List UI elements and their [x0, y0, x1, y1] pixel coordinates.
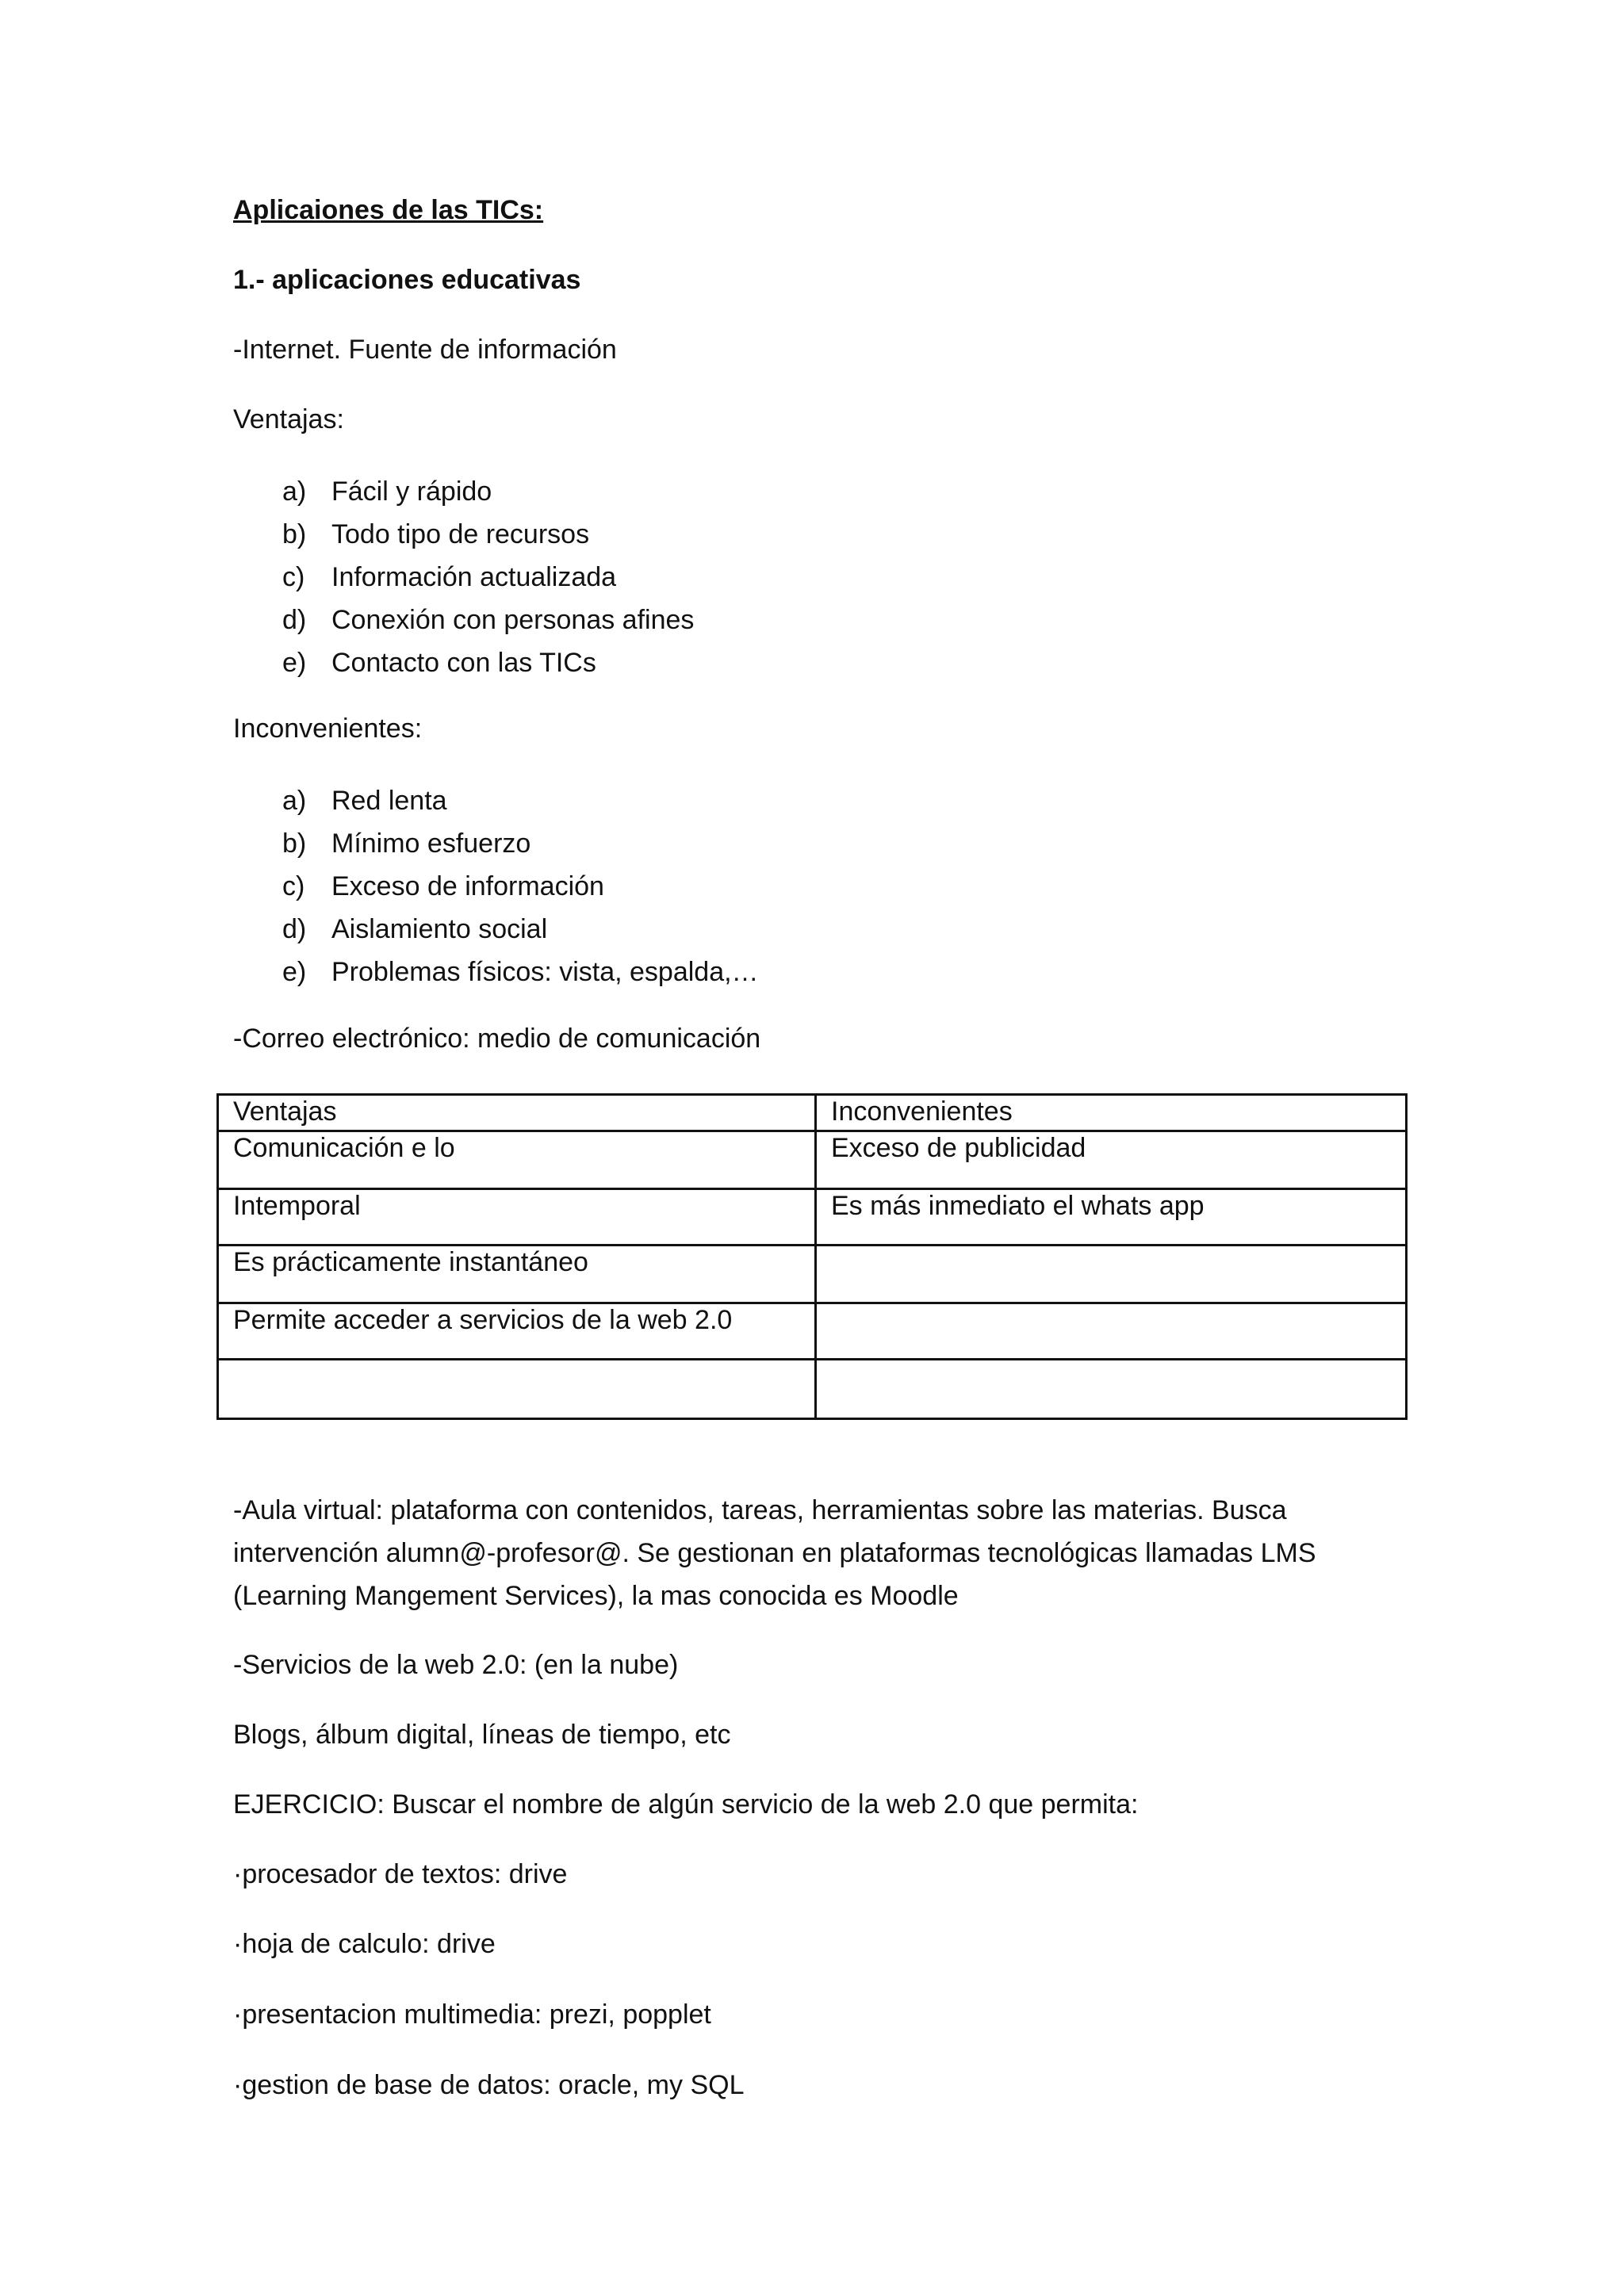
list-item [282, 951, 759, 993]
list-item-text: Fácil y rápido [331, 476, 492, 507]
table-cell: Comunicación e lo [218, 1131, 816, 1189]
inconvenientes-label: Inconvenientes: [233, 714, 423, 744]
list-item [282, 556, 694, 599]
table-cell: Permite acceder a servicios de la web 2.0 [218, 1303, 816, 1360]
document-title: Aplicaiones de las TICs: [233, 195, 544, 225]
list-item-text: Todo tipo de recursos [331, 519, 590, 549]
servicios-examples: Blogs, álbum digital, líneas de tiempo, etc [233, 1720, 731, 1750]
table-row [218, 1360, 1407, 1419]
list-item [282, 779, 759, 822]
table-cell [816, 1360, 1407, 1419]
list-item-text: Red lenta [331, 785, 447, 816]
correo-comparison-table [216, 1093, 1408, 1420]
list-item-text: Información actualizada [331, 561, 617, 592]
table-cell [816, 1246, 1407, 1303]
table-header-row [218, 1095, 1407, 1131]
list-item [282, 865, 759, 908]
list-marker: d) [282, 913, 307, 944]
list-item [282, 513, 694, 556]
table-cell: Exceso de publicidad [816, 1131, 1407, 1189]
table-row [218, 1131, 1407, 1189]
list-item-text: Conexión con personas afines [331, 604, 695, 635]
list-item [282, 470, 694, 513]
list-item-text: Exceso de información [331, 871, 604, 901]
table-row [218, 1303, 1407, 1360]
list-item [282, 641, 694, 684]
inconvenientes-list [282, 779, 759, 993]
servicios-heading: -Servicios de la web 2.0: (en la nube) [233, 1650, 679, 1680]
list-item [282, 908, 759, 951]
correo-heading: -Correo electrónico: medio de comunicación [233, 1024, 761, 1054]
list-marker: e) [282, 647, 307, 678]
table-cell: Es prácticamente instantáneo [218, 1246, 816, 1303]
table-cell: Intemporal [218, 1189, 816, 1246]
list-marker: b) [282, 828, 307, 859]
table-row [218, 1189, 1407, 1246]
list-item-text: Mínimo esfuerzo [331, 828, 531, 859]
ejercicio-prompt: EJERCICIO: Buscar el nombre de algún servicio de la web 2.0 que permita: [233, 1789, 1139, 1820]
list-marker: d) [282, 604, 307, 635]
ventajas-label: Ventajas: [233, 404, 344, 434]
ejercicio-item: ·hoja de calculo: drive [233, 1929, 496, 1959]
list-item-text: Contacto con las TICs [331, 647, 596, 678]
ejercicio-item: ·presentacion multimedia: prezi, popplet [233, 1999, 711, 2030]
list-marker: c) [282, 871, 305, 901]
list-item-text: Aislamiento social [331, 913, 548, 944]
table-header-cell: Ventajas [218, 1095, 816, 1131]
paragraph-line: intervención alumn@-profesor@. Se gestionan en plataformas tecnológicas llamadas LMS [233, 1538, 1316, 1568]
paragraph-line: (Learning Mangement Services), la mas conocida es Moodle [233, 1581, 959, 1611]
paragraph-line: -Aula virtual: plataforma con contenidos, tareas, herramientas sobre las materias. Busca [233, 1495, 1287, 1525]
ejercicio-item: ·gestion de base de datos: oracle, my SQL [233, 2070, 745, 2100]
aula-virtual-paragraph [233, 1489, 1391, 1617]
table-header-cell: Inconvenientes [816, 1095, 1407, 1131]
list-marker: a) [282, 476, 307, 507]
list-marker: b) [282, 519, 307, 549]
ventajas-list [282, 470, 694, 684]
list-marker: c) [282, 561, 305, 592]
section-heading: 1.- aplicaciones educativas [233, 265, 581, 295]
list-marker: a) [282, 785, 307, 816]
table-cell [218, 1360, 816, 1419]
table-cell [816, 1303, 1407, 1360]
list-item [282, 822, 759, 865]
list-item-text: Problemas físicos: vista, espalda,… [331, 956, 759, 987]
internet-heading: -Internet. Fuente de información [233, 335, 617, 365]
ejercicio-item: ·procesador de textos: drive [233, 1859, 568, 1889]
table-row [218, 1246, 1407, 1303]
list-marker: e) [282, 956, 307, 987]
table-cell: Es más inmediato el whats app [816, 1189, 1407, 1246]
list-item [282, 599, 694, 641]
